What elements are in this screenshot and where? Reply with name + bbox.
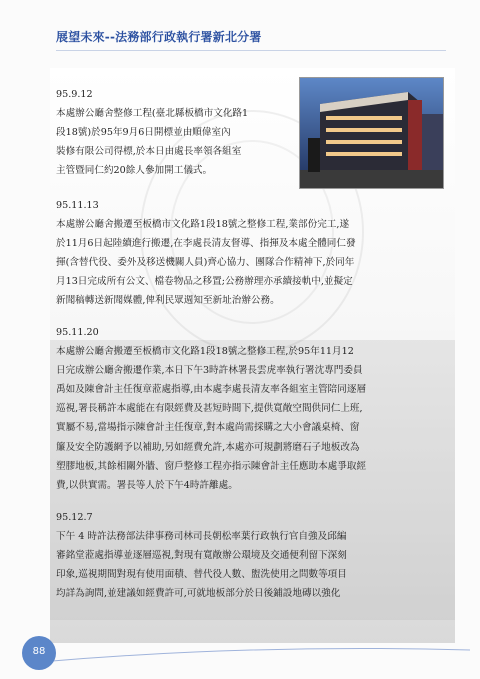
entry-text-line: 下午 4 時許法務部法律事務司林司長朝松率葉行政執行官自強及邱編 [56, 531, 347, 543]
entry-text-line: 費,以供實需。署長等人於下午4時許離處。 [56, 479, 238, 491]
entry-text-line: 印象,巡視期間對現有使用面積、替代役人數、盥洗使用之問數等項目 [56, 569, 347, 581]
entry-block-2 [56, 196, 444, 311]
entry-text-line: 巡視,署長稱許本處能在有限經費及甚短時間下,提供寬敞空間供同仁上班, [56, 403, 363, 415]
page-number: 88 [32, 646, 46, 657]
entry-text-line: 禹如及陳會計主任復章蒞處指導,由本處李處長清友率各組室主管陪同逐層 [56, 384, 367, 396]
entry-text-line: 塑膠地板,其餘相關外牆、窗戶整修工程亦指示陳會計主任應助本處爭取經 [56, 460, 367, 472]
entry-text-line: 日完成辦公廳舍搬遷作業,本日下午3時許林署長雲虎率執行署沈專門委員 [56, 365, 363, 377]
entry-block-4 [56, 508, 444, 603]
entry-date: 95.11.20 [56, 327, 99, 338]
entry-text-line: 簾及安全防護網予以補助,另如經費允許,本處亦可規劃將磨石子地板改為 [56, 441, 360, 453]
entry-text-line: 揮(含替代役、委外及移送機關人員)齊心協力、團隊合作精神下,於同年 [56, 257, 355, 269]
entry-date: 95.9.12 [56, 89, 93, 100]
entry-text-line: 段18號)於95年9月6日開標並由順偉室內 [56, 127, 231, 139]
entry-text-line: 本處辦公廳舍搬遷至板橋市文化路1段18號之整修工程,業部份完工,遂 [56, 219, 350, 231]
header-rule [56, 50, 446, 51]
entry-text-line: 本處辦公廳舍搬遷至板橋市文化路1段18號之整修工程,於95年11月12 [56, 346, 354, 358]
entry-text-line: 本處辦公廳舍整修工程(臺北縣板橋市文化路1 [56, 108, 249, 120]
entry-block-3 [56, 323, 444, 495]
page-header-title: 展望未來--法務部行政執行署新北分署 [56, 30, 262, 44]
entry-text-line: 月13日完成所有公文、檔卷物品之移置;公務辦理亦承續接軌中,並擬定 [56, 276, 353, 288]
entry-text-line: 裝修有限公司得標,於本日由處長率領各組室 [56, 146, 242, 158]
entry-text-line: 於11月6日起陸續進行搬遷,在李處長清友督導、指揮及本處全體同仁發 [56, 238, 356, 250]
entry-text-line: 均詳為詢問,並建議如經費許可,可就地板部分於日後鋪設地磚以強化 [56, 588, 341, 600]
entry-date: 95.11.13 [56, 200, 99, 211]
footer-swoosh [0, 640, 480, 679]
entry-date: 95.12.7 [56, 512, 93, 523]
entry-text-line: 審銘堂蒞處指導並逐層巡視,對現有寬敞辦公環境及交通便利留下深刻 [56, 550, 347, 562]
entry-text-line: 主管暨同仁約20餘人參加開工儀式。 [56, 165, 213, 177]
entry-block-1 [56, 85, 444, 180]
entry-text-line: 新聞稿轉送新聞媒體,俾利民眾週知至新址治辦公務。 [56, 295, 280, 307]
entry-text-line: 實屬不易,當場指示陳會計主任復章,對本處尚需採購之大小會議桌椅、窗 [56, 422, 360, 434]
